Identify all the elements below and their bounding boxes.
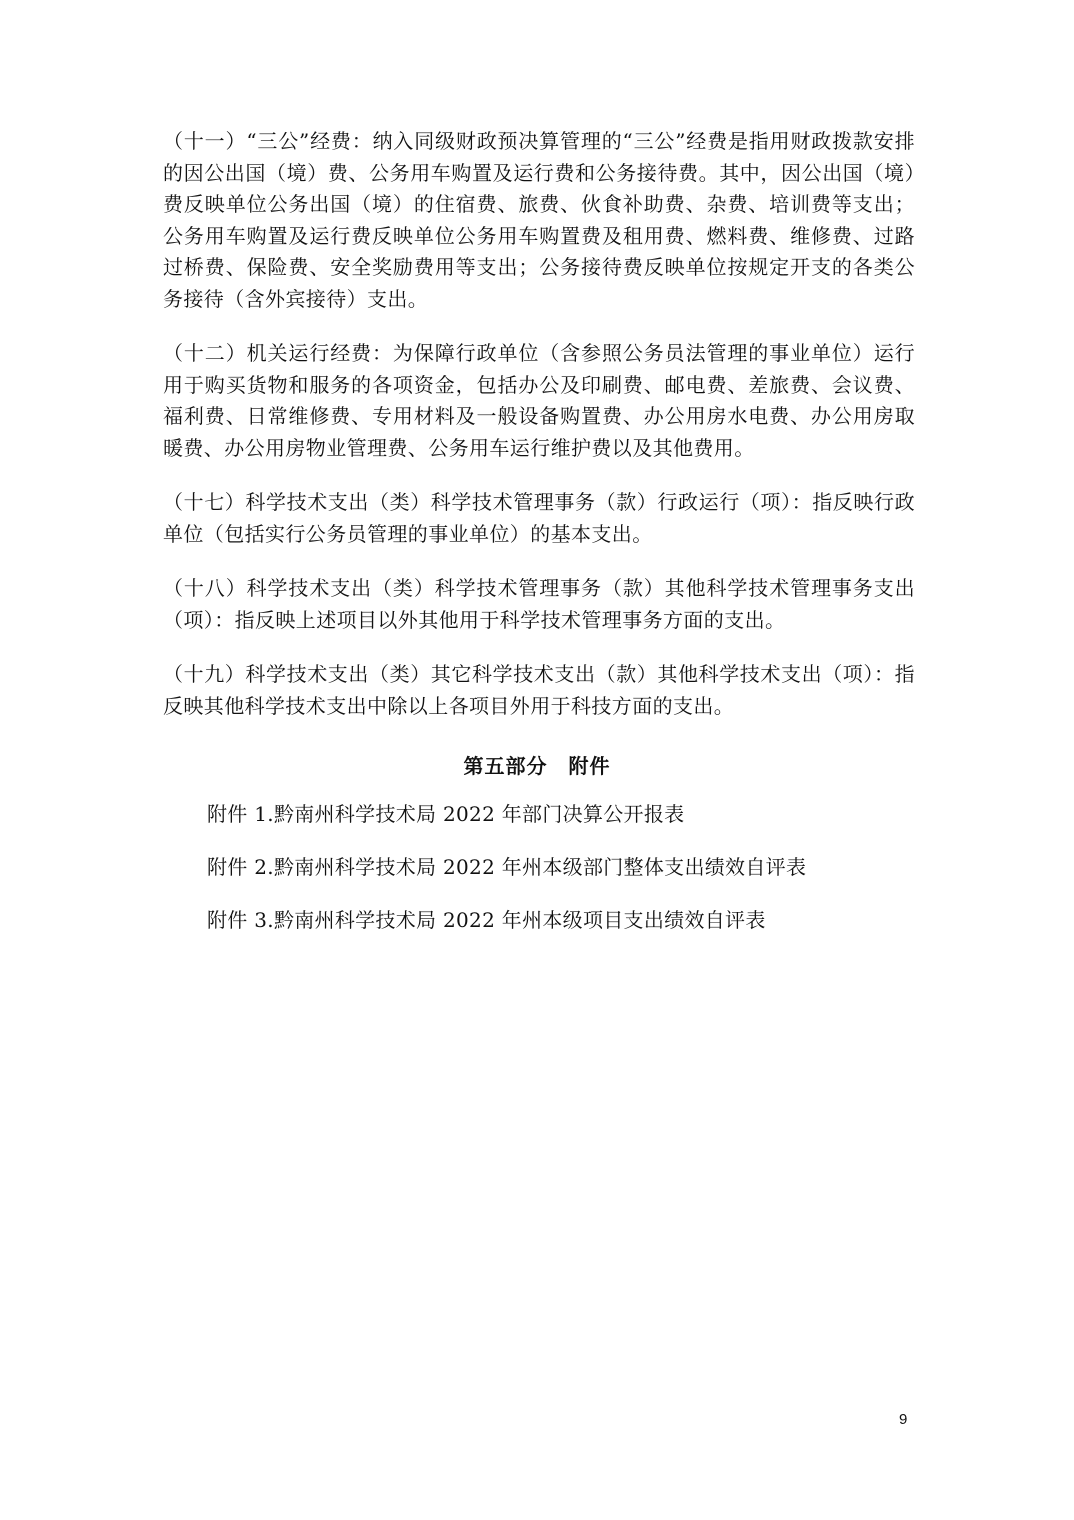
page-number: 9 bbox=[899, 1411, 908, 1428]
body-text bbox=[163, 126, 915, 745]
attachment-item-1: 附件 1.黔南州科学技术局 2022 年部门决算公开报表 bbox=[207, 802, 685, 826]
paragraph-agency-operating-expenses: （十二）机关运行经费：为保障行政单位（含参照公务员法管理的事业单位）运行用于购买货物和服务的各项资金，包括办公及印刷费、邮电费、差旅费、会议费、福利费、日常维修费、专用材料及一般设备购置费、办公用房水电费、办公用房取暖费、办公用房物业管理费、公务用车运行维护费以及其他费用。 bbox=[163, 341, 915, 460]
attachment-list bbox=[207, 799, 927, 958]
attachment-item-3: 附件 3.黔南州科学技术局 2022 年州本级项目支出绩效自评表 bbox=[207, 908, 766, 932]
attachment-item-2: 附件 2.黔南州科学技术局 2022 年州本级部门整体支出绩效自评表 bbox=[207, 855, 807, 879]
section-heading: 第五部分 附件 bbox=[463, 754, 611, 778]
paragraph-administrative-operation: （十七）科学技术支出（类）科学技术管理事务（款）行政运行（项）：指反映行政单位（包括实行公务员管理的事业单位）的基本支出。 bbox=[163, 490, 915, 546]
paragraph-other-science-expenditure: （十九）科学技术支出（类）其它科学技术支出（款）其他科学技术支出（项）：指反映其他科学技术支出中除以上各项目外用于科技方面的支出。 bbox=[163, 662, 915, 718]
paragraph-three-public-expenses: （十一）“三公”经费：纳入同级财政预决算管理的“三公”经费是指用财政拨款安排的因公出国（境）费、公务用车购置及运行费和公务接待费。其中，因公出国（境）费反映单位公务出国（境）的住宿费、旅费、伙食补助费、杂费、培训费等支出；公务用车购置及运行费反映单位公务用车购置费及租用费、燃料费、维修费、过路过桥费、保险费、安全奖励费用等支出；公务接待费反映单位按规定开支的各类公务接待（含外宾接待）支出。 bbox=[163, 129, 915, 311]
paragraph-other-management-affairs: （十八）科学技术支出（类）科学技术管理事务（款）其他科学技术管理事务支出（项）：指反映上述项目以外其他用于科学技术管理事务方面的支出。 bbox=[163, 576, 915, 632]
